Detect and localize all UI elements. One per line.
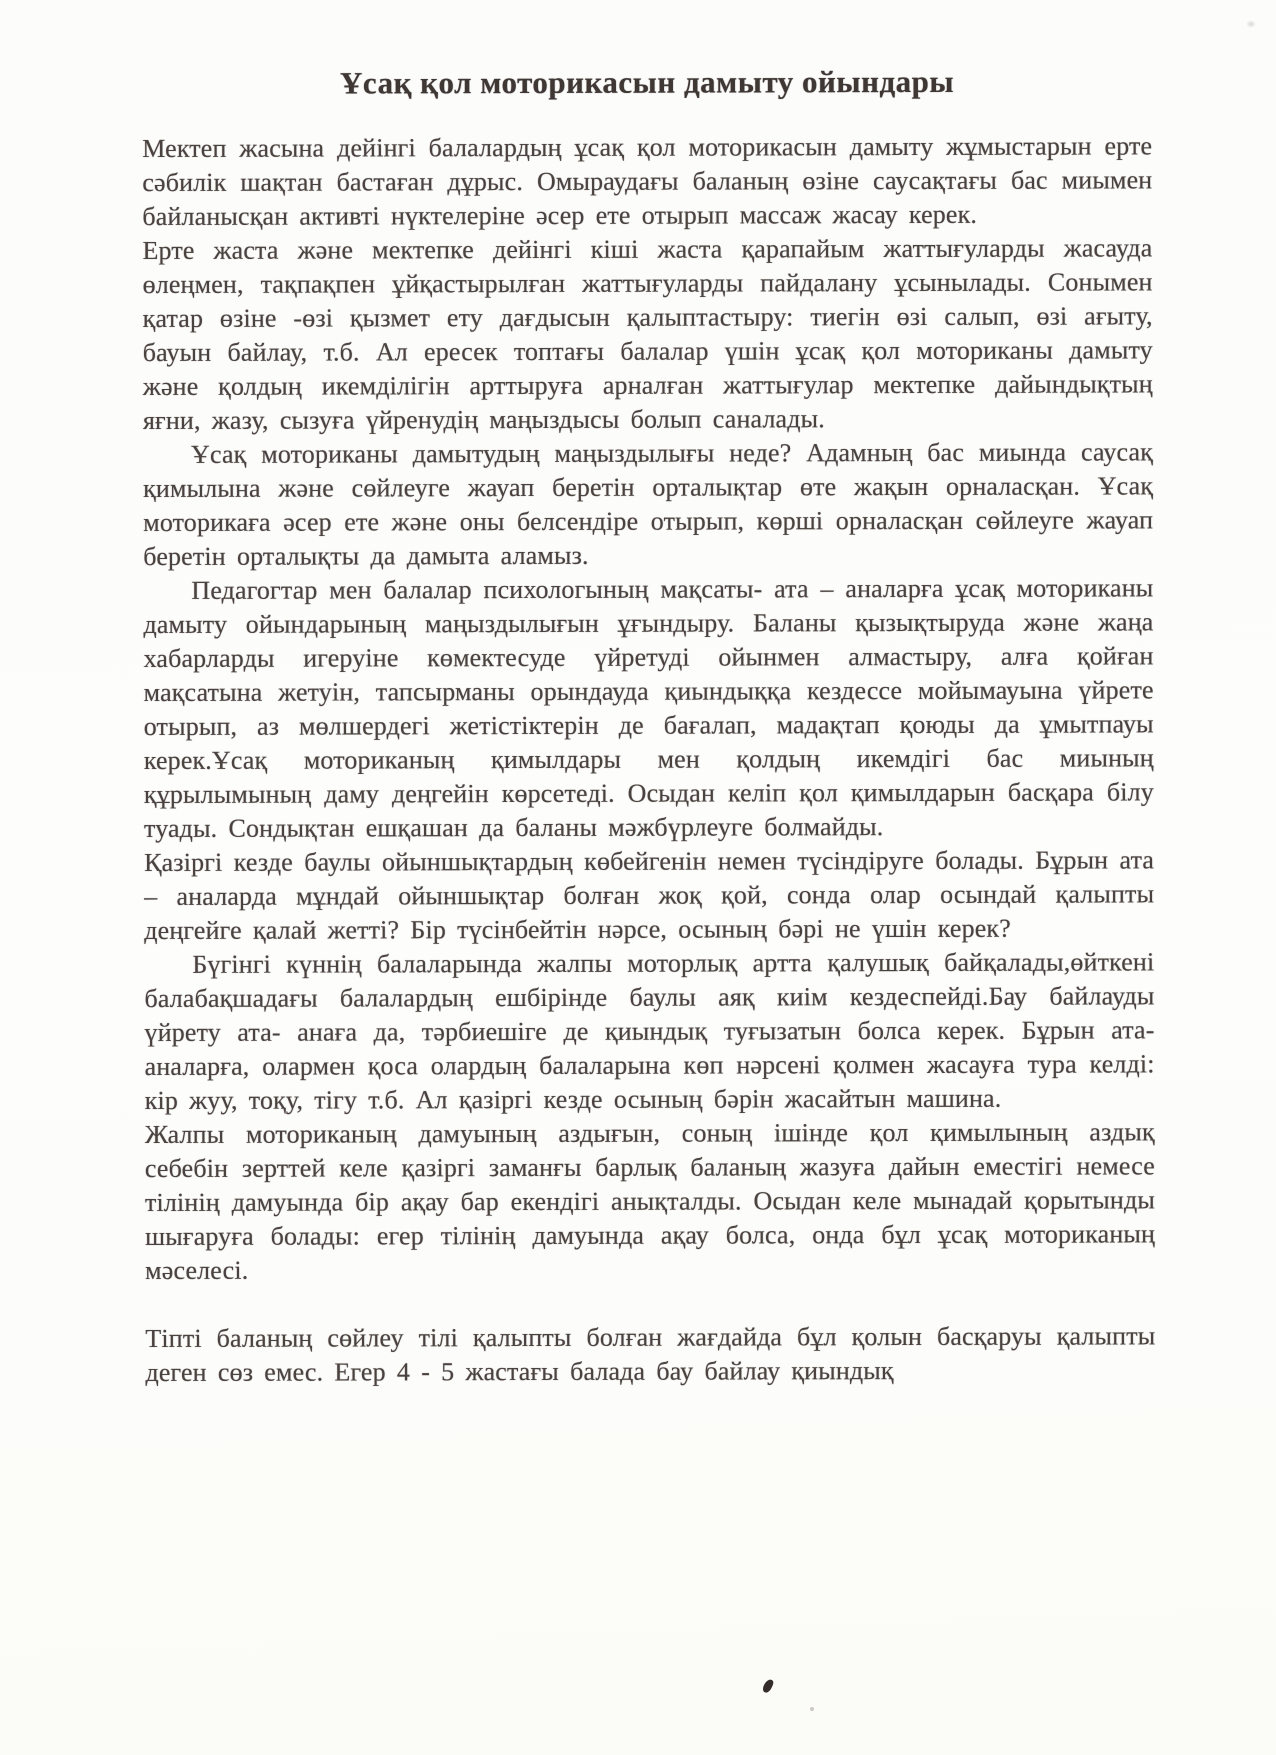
paragraph-1: Мектеп жасына дейінгі балалардың ұсақ қол моторикасын дамыту жұмыстарын ерте сәбилік шақтан бастаған дұрыс. Омыраудағы баланың өзіне саусақтағы бас миымен байланысқан активті нүктелеріне әсер ете отырып массаж жасау керек. <box>142 131 1153 231</box>
page-content <box>142 63 1155 1390</box>
ink-speck <box>761 1678 774 1694</box>
paragraph-6: Бүгінгі күннің балаларында жалпы моторлық артта қалушық байқалады,өйткені балабақшадағы балалардың ешбірінде баулы аяқ киім кездеспейді.Бау байлауды үйрету ата- анаға да, тәрбиешіге де қиындық туғызатын болса керек. Бұрын ата- аналарға, олармен қоса олардың балаларына көп нәрсені қолмен жасауға тура келді: кір жуу, тоқу, тігу т.б. Ал қазіргі кезде осының бәрін жасайтын машина. <box>144 947 1155 1115</box>
scan-smudge <box>1246 20 1256 28</box>
document-body <box>142 129 1155 1390</box>
paragraph-2: Ерте жаста және мектепке дейінгі кіші жаста қарапайым жаттығуларды жасауда өлеңмен, тақпақпен ұйқастырылған жаттығуларды пайдалану ұсынылады. Сонымен қатар өзіне -өзі қызмет ету дағдысын қалыптастыру: тиегін өзі салып, өзі ағыту, бауын байлау, т.б. Ал ересек топтағы балалар үшін ұсақ қол моториканы дамыту және қолдың икемділігін арттыруға арналған жаттығулар мектепке дайындықтың яғни, жазу, сызуға үйренудің маңыздысы болып саналады. <box>142 233 1153 435</box>
page-title: Ұсақ қол моторикасын дамыту ойындары <box>339 63 955 101</box>
paragraph-7: Жалпы моториканың дамуының аздығын, соның ішінде қол қимылының аздық себебін зерттей келе қазіргі заманғы барлық баланың жазуға дайын еместігі немесе тілінің дамуында бір ақау бар екендігі анықталды. Осыдан келе мынадай қорытынды шығаруға болады: егер тілінің дамуында ақау болса, онда бұл ұсақ моториканың мәселесі. <box>144 1117 1156 1285</box>
paragraph-8: Тіпті баланың сөйлеу тілі қалыпты болған жағдайда бұл қолын басқаруы қалыпты деген сөз емес. Егер 4 - 5 жастағы балада бау байлау қиындық <box>145 1321 1156 1387</box>
paragraph-4: Педагогтар мен балалар психологының мақсаты- ата – аналарға ұсақ моториканы дамыту ойындарының маңыздылығын ұғындыру. Баланы қызықтыруда және жаңа хабарларды игеруіне көмектесуде үйретуді ойынмен алмастыру, алға қойған мақсатына жетуін, тапсырманы орындауда қиындыққа кездессе мойымауына үйрете отырып, аз мөлшердегі жетістіктерін де бағалап, мадақтап қоюды да ұмытпауы керек.Ұсақ моториканың қимылдары мен қолдың икемдігі бас миының құрылымының даму деңгейін көрсетеді. Осыдан келіп қол қимылдарын басқара білу туады. Сондықтан ешқашан да баланы мәжбүрлеуге болмайды. <box>143 573 1154 843</box>
paragraph-5: Қазіргі кезде баулы ойыншықтардың көбейгенін немен түсіндіруге болады. Бұрын ата – аналарда мұндай ойыншықтар болған жоқ қой, сонда олар осындай қалыпты деңгейге қалай жетті? Бір түсінбейтін нәрсе, осының бәрі не үшін керек? <box>144 845 1155 945</box>
ink-speck-faint <box>810 1707 814 1711</box>
paragraph-3: Ұсақ моториканы дамытудың маңыздылығы неде? Адамның бас миында саусақ қимылына және сөйлеуге жауап беретін орталықтар өте жақын орналасқан. Ұсақ моторикаға әсер ете және оны белсендіре отырып, көрші орналасқан сөйлеуге жауап беретін орталықты да дамыта аламыз. <box>143 437 1154 571</box>
